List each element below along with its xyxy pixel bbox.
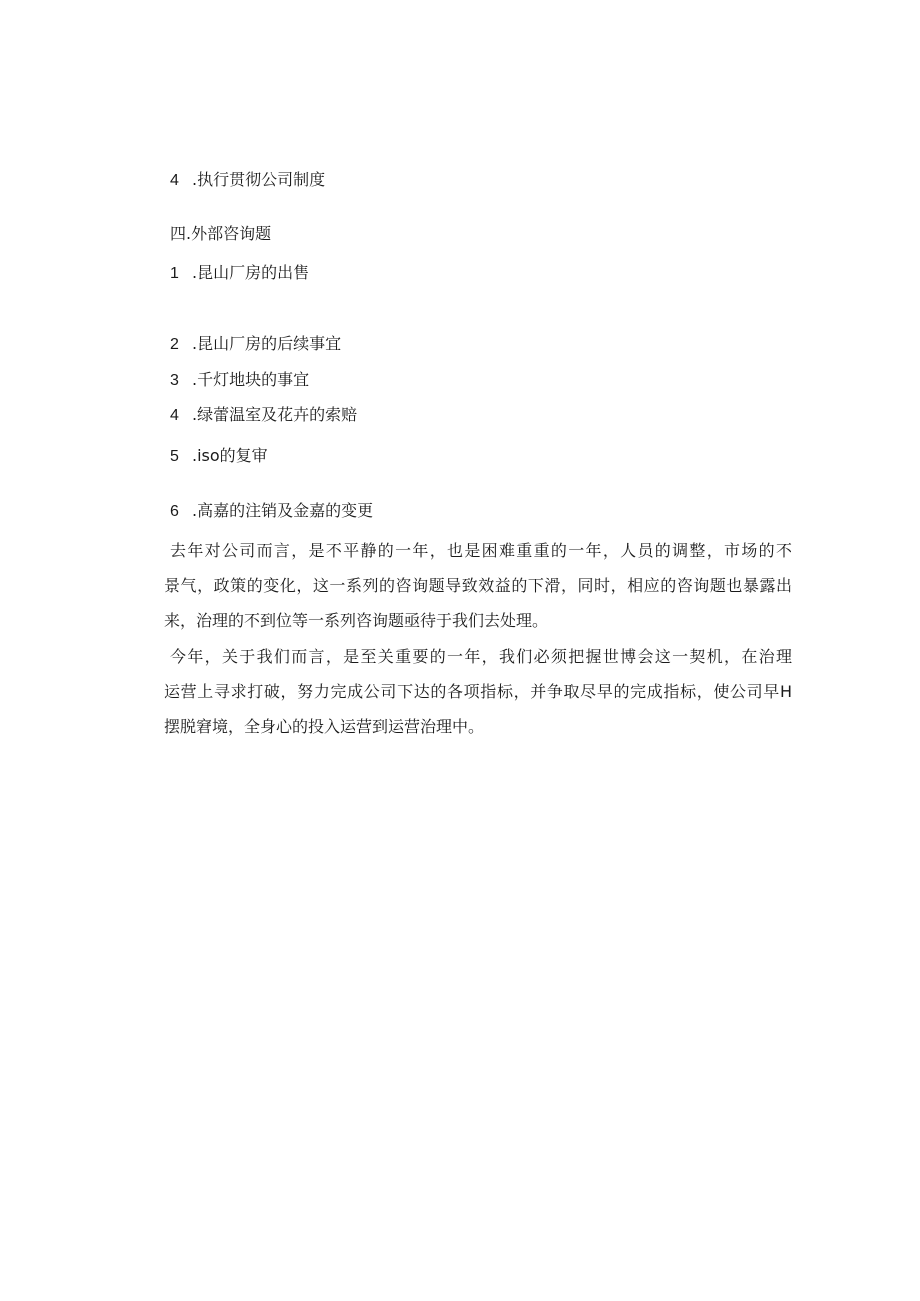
list-item-number: 5 bbox=[170, 448, 179, 465]
list-item bbox=[170, 170, 325, 191]
section-heading-text: 四.外部咨询题 bbox=[170, 224, 272, 243]
list-item bbox=[170, 370, 309, 391]
paragraph-line: 摆脱窘境，全身心的投入运营到运营治理中。 bbox=[164, 717, 485, 736]
list-item bbox=[170, 405, 357, 426]
list-item bbox=[170, 334, 341, 355]
list-item bbox=[170, 446, 268, 467]
list-item-text: .昆山厂房的后续事宜 bbox=[192, 334, 342, 353]
list-item-text: .绿蕾温室及花卉的索赔 bbox=[192, 405, 358, 424]
list-item-text: .高嘉的注销及金嘉的变更 bbox=[192, 501, 374, 520]
list-item-number: 4 bbox=[170, 172, 179, 189]
body-paragraph bbox=[164, 639, 792, 744]
body-paragraph bbox=[164, 533, 792, 638]
list-item-number: 3 bbox=[170, 372, 179, 389]
list-item-number: 4 bbox=[170, 407, 179, 424]
list-item-number: 2 bbox=[170, 336, 179, 353]
paragraph-line: 景气，政策的变化，这一系列的咨询题导致效益的下滑，同时，相应的咨询题也暴露出 bbox=[164, 576, 792, 595]
list-item-number: 6 bbox=[170, 503, 179, 520]
list-item bbox=[170, 501, 373, 522]
list-item-number: 1 bbox=[170, 265, 179, 282]
section-heading bbox=[170, 224, 271, 244]
list-item-text: .千灯地块的事宜 bbox=[192, 370, 310, 389]
paragraph-line: 今年，关于我们而言，是至关重要的一年，我们必须把握世博会这一契机，在治理 bbox=[170, 647, 792, 666]
paragraph-line: 来，治理的不到位等一系列咨询题亟待于我们去处理。 bbox=[164, 611, 549, 630]
paragraph-line: 运营上寻求打破，努力完成公司下达的各项指标，并争取尽早的完成指标，使公司早H bbox=[164, 682, 792, 701]
list-item-text: .昆山厂房的出售 bbox=[192, 263, 310, 282]
paragraph-line: 去年对公司而言，是不平静的一年，也是困难重重的一年，人员的调整，市场的不 bbox=[170, 541, 792, 560]
list-item-text: .iso的复审 bbox=[192, 446, 268, 465]
list-item bbox=[170, 263, 309, 284]
list-item-text: .执行贯彻公司制度 bbox=[192, 170, 326, 189]
